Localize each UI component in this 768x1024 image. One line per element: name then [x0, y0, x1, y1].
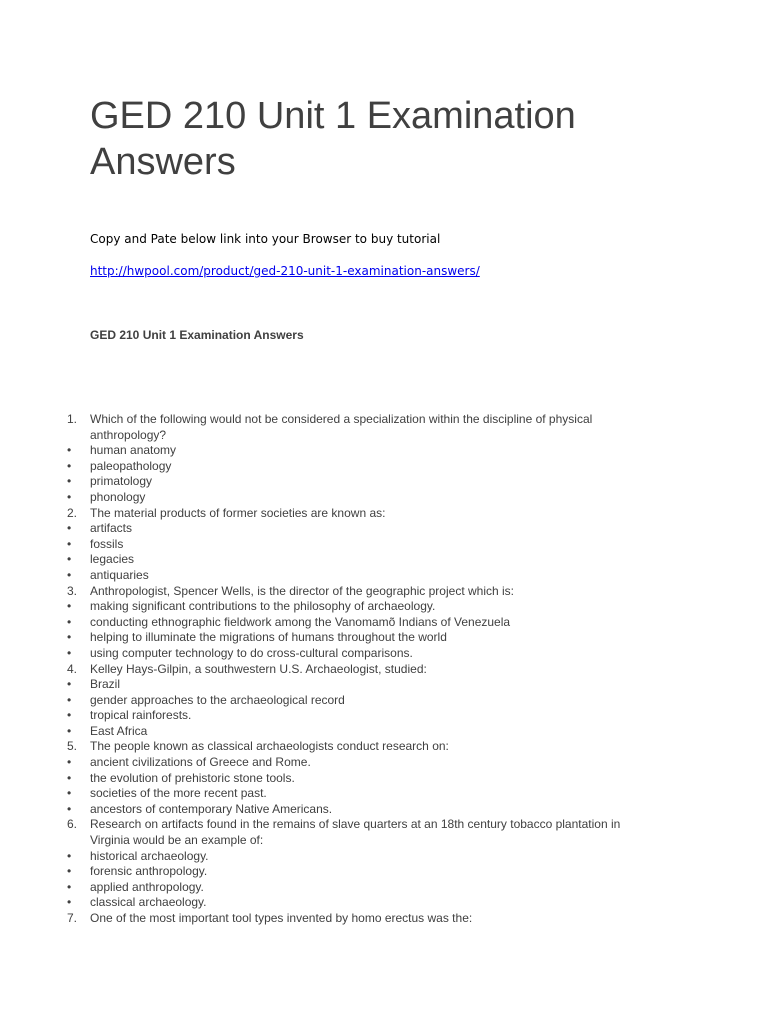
answer-option-text: artifacts	[90, 521, 133, 536]
bullet-icon: •	[67, 723, 72, 738]
bullet-icon: •	[67, 645, 72, 660]
bullet-icon: •	[67, 770, 72, 785]
answer-option-text: primatology	[90, 474, 153, 489]
question-number: 4.	[67, 661, 78, 676]
question-item	[0, 412, 768, 443]
instruction-text: Copy and Pate below link into your Browser to buy tutorial	[90, 232, 441, 246]
answer-option-text: fossils	[90, 536, 124, 551]
answer-option-text: antiquaries	[90, 567, 149, 582]
answer-option-text: tropical rainforests.	[90, 708, 192, 723]
question-text: Research on artifacts found in the remains of slave quarters at an 18th century tobacco plantation in Virginia would be an example of:	[90, 817, 621, 848]
question-text: Anthropologist, Spencer Wells, is the director of the geographic project which is:	[90, 583, 514, 598]
bullet-icon: •	[67, 895, 72, 910]
answer-option-text: using computer technology to do cross-cultural comparisons.	[90, 645, 413, 660]
question-list	[0, 412, 768, 927]
answer-option	[0, 552, 768, 568]
answer-option	[0, 786, 768, 802]
question-number: 2.	[67, 505, 78, 520]
bullet-icon: •	[67, 630, 72, 645]
bullet-icon: •	[67, 614, 72, 629]
section-heading: GED 210 Unit 1 Examination Answers	[90, 328, 304, 342]
bullet-icon: •	[67, 864, 72, 879]
bullet-icon: •	[67, 552, 72, 567]
question-item	[0, 584, 768, 600]
answer-option-text: ancestors of contemporary Native Americans.	[90, 801, 333, 816]
answer-option-text: making significant contributions to the philosophy of archaeology.	[90, 599, 436, 614]
answer-option-text: paleopathology	[90, 458, 172, 473]
page-title: GED 210 Unit 1 Examination Answers	[90, 95, 576, 183]
answer-option	[0, 880, 768, 896]
answer-option	[0, 771, 768, 787]
answer-option	[0, 802, 768, 818]
answer-option-text: helping to illuminate the migrations of humans throughout the world	[90, 630, 447, 645]
answer-option	[0, 443, 768, 459]
answer-option	[0, 568, 768, 584]
answer-option	[0, 849, 768, 865]
question-item	[0, 662, 768, 678]
bullet-icon: •	[67, 599, 72, 614]
bullet-icon: •	[67, 474, 72, 489]
question-item	[0, 911, 768, 927]
bullet-icon: •	[67, 708, 72, 723]
answer-option-text: societies of the more recent past.	[90, 786, 267, 801]
question-item	[0, 817, 768, 848]
answer-option	[0, 724, 768, 740]
bullet-icon: •	[67, 567, 72, 582]
bullet-icon: •	[67, 786, 72, 801]
question-text: The material products of former societies are known as:	[90, 505, 386, 520]
answer-option-text: forensic anthropology.	[90, 864, 208, 879]
question-number: 7.	[67, 911, 78, 925]
answer-option-text: East Africa	[90, 723, 148, 738]
bullet-icon: •	[67, 443, 72, 458]
bullet-icon: •	[67, 801, 72, 816]
answer-option-text: phonology	[90, 489, 146, 504]
question-text: Kelley Hays-Gilpin, a southwestern U.S. Archaeologist, studied:	[90, 661, 427, 676]
answer-option-text: applied anthropology.	[90, 879, 204, 894]
bullet-icon: •	[67, 755, 72, 770]
answer-option-text: the evolution of prehistoric stone tools.	[90, 770, 295, 785]
tutorial-link[interactable]: http://hwpool.com/product/ged-210-unit-1-examination-answers/	[90, 264, 480, 278]
answer-option	[0, 646, 768, 662]
question-item	[0, 506, 768, 522]
bullet-icon: •	[67, 848, 72, 863]
question-number: 1.	[67, 412, 78, 426]
question-text: Which of the following would not be considered a specialization within the discipline of physical anthropology?	[90, 412, 593, 442]
answer-option	[0, 864, 768, 880]
answer-option	[0, 459, 768, 475]
answer-option	[0, 708, 768, 724]
question-number: 5.	[67, 739, 78, 754]
answer-option-text: historical archaeology.	[90, 848, 209, 863]
bullet-icon: •	[67, 521, 72, 536]
question-number: 6.	[67, 817, 78, 832]
question-text: The people known as classical archaeologists conduct research on:	[90, 739, 449, 754]
answer-option	[0, 630, 768, 646]
question-number: 3.	[67, 583, 78, 598]
answer-option-text: Brazil	[90, 677, 121, 692]
answer-option	[0, 895, 768, 911]
answer-option-text: gender approaches to the archaeological record	[90, 692, 345, 707]
answer-option	[0, 755, 768, 771]
answer-option	[0, 490, 768, 506]
answer-option	[0, 537, 768, 553]
answer-option-text: classical archaeology.	[90, 895, 207, 910]
answer-option	[0, 615, 768, 631]
answer-option-text: legacies	[90, 552, 135, 567]
bullet-icon: •	[67, 692, 72, 707]
answer-option	[0, 693, 768, 709]
answer-option-text: ancient civilizations of Greece and Rome.	[90, 755, 311, 770]
bullet-icon: •	[67, 489, 72, 504]
answer-option	[0, 474, 768, 490]
question-text: One of the most important tool types invented by homo erectus was the:	[90, 911, 473, 925]
answer-option	[0, 521, 768, 537]
answer-option	[0, 599, 768, 615]
answer-option	[0, 677, 768, 693]
bullet-icon: •	[67, 458, 72, 473]
answer-option-text: human anatomy	[90, 443, 177, 458]
bullet-icon: •	[67, 879, 72, 894]
bullet-icon: •	[67, 536, 72, 551]
question-item	[0, 739, 768, 755]
bullet-icon: •	[67, 677, 72, 692]
answer-option-text: conducting ethnographic fieldwork among the Vanomamõ Indians of Venezuela	[90, 614, 511, 629]
